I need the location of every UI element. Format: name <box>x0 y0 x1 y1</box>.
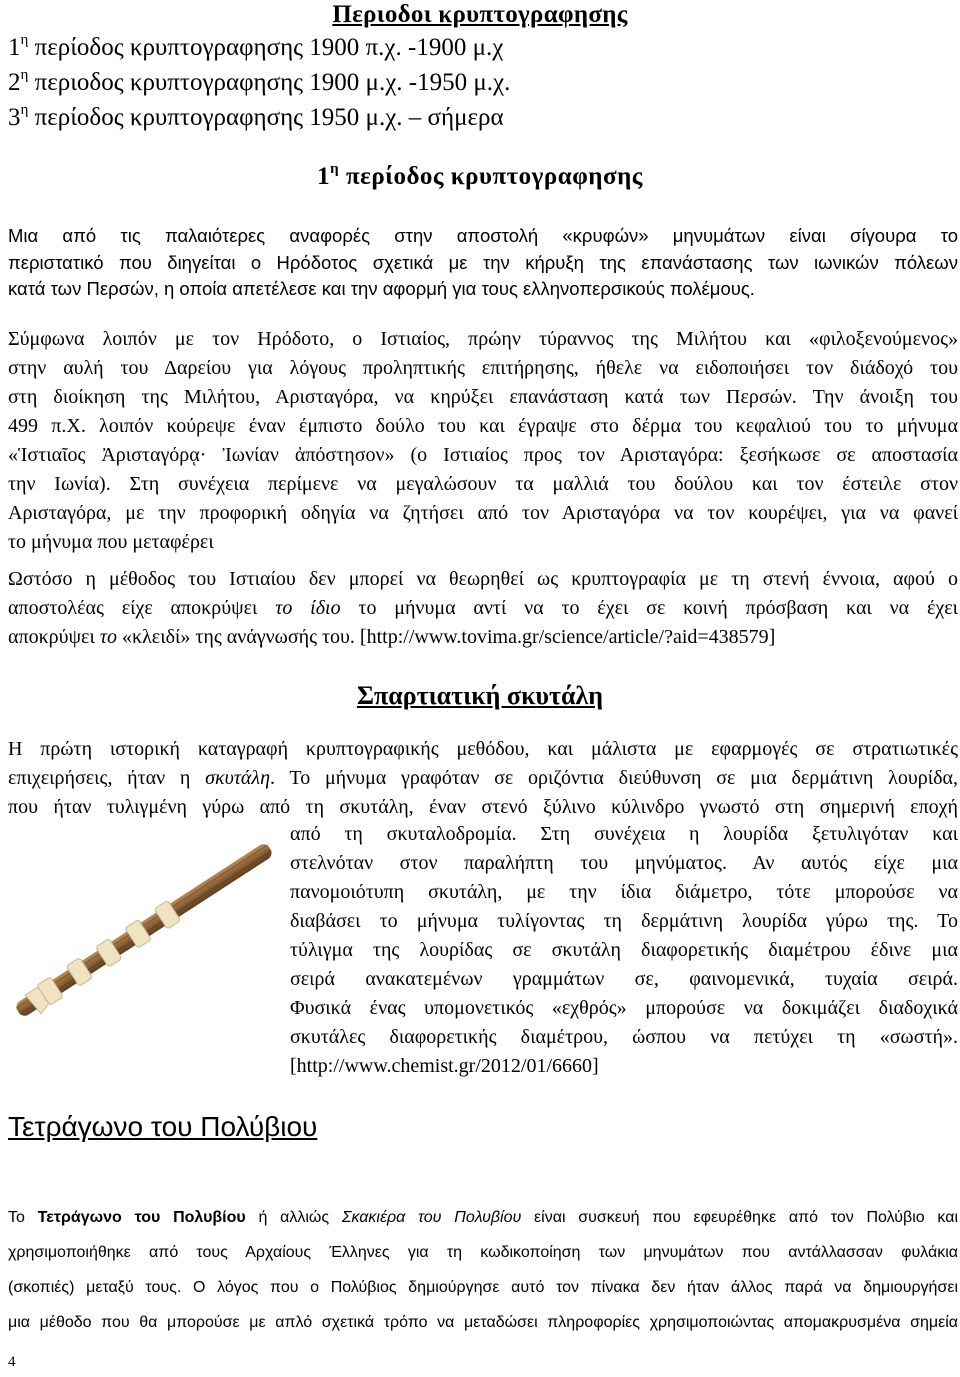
period-line-1 <box>8 33 503 63</box>
text-run: αποστολέας είχε αποκρύψει <box>8 597 276 619</box>
text-line <box>8 764 958 793</box>
text-line: διαβάσει το μήνυμα τυλίγοντας τη δερμάτινη λουρίδα γύρω της. Το <box>290 910 958 932</box>
text-line: στελνόταν στον παραλήπτη του μηνύματος. Αν αυτός είχε μια <box>290 852 958 874</box>
text-line: στην αυλή του Δαρείου για λόγους προληπτικής επιτήρησης, ήθελε να ειδοποιήσει τον διάδοχό του <box>8 357 958 379</box>
text-run: Το <box>8 1209 38 1226</box>
section-heading-polybius-square: Τετράγωνο του Πολύβιου <box>8 1111 318 1142</box>
text-line: κατά των Περσών, η οποία απετέλεσε και την αφορμή για τους ελληνοπερσικούς πολέμους. <box>8 278 755 299</box>
text-run: επιχειρήσεις, ήταν η <box>8 767 206 789</box>
period-text: περιοδος κρυπτογραφησης 1900 μ.χ. -1950 μ.χ. <box>28 69 511 96</box>
text-line: Σύμφωνα λοιπόν με τον Ηρόδοτο, ο Ιστιαίος, πρώην τύραννος της Μιλήτου και «φιλοξενούμενος» <box>8 328 958 350</box>
period-text: περίοδος κρυπτογραφησης 1900 π.χ. -1900 μ.χ <box>28 34 504 61</box>
text-line: τύλιγμα της λουρίδας σε σκυτάλη διαφορετικής διαμέτρου έδινε μια <box>290 939 958 961</box>
paragraph-histiaeus <box>8 325 958 557</box>
heading-text: περίοδος κρυπτογραφησης <box>339 163 643 190</box>
paragraph-scytale-details <box>290 820 958 1081</box>
italic-emphasis: σκυτάλη <box>205 767 271 789</box>
period-number: 2 <box>8 69 21 96</box>
section-heading-first-period <box>0 160 960 194</box>
period-text: περίοδος κρυπτογραφησης 1950 μ.χ. – σήμερα <box>28 104 504 131</box>
italic-term: Σκακιέρα του Πολυβίου <box>341 1209 522 1226</box>
text-run: . Το μήνυμα γραφόταν σε οριζόντια διεύθυνση σε μια δερμάτινη λουρίδα, <box>270 767 958 789</box>
ordinal-superscript: η <box>20 67 29 83</box>
paragraph-scytale-intro <box>8 735 958 822</box>
text-line: Αρισταγόρα, με την προφορική οδηγία να ζητήσει από τον Αρισταγόρα να τον κουρέψει, για να φανεί <box>8 502 958 524</box>
text-run: ή αλλιώς <box>245 1209 342 1226</box>
text-run: «κλειδί» της ανάγνωσής του. [http://www.tovima.gr/science/article/?aid=438579] <box>117 626 776 648</box>
text-line: περιστατικό που διηγείται ο Ηρόδοτος σχετικά με την κήρυξη της επανάστασης των ιωνικών πόλεων <box>8 251 958 273</box>
text-run: είναι συσκευή που εφευρέθηκε από τον Πολύβιο και <box>521 1209 959 1226</box>
text-line: πανομοιότυπη σκυτάλη, με την ίδια διάμετρο, τότε μπορούσε να <box>290 881 958 903</box>
text-line: από τη σκυταλοδρομία. Στη συνέχεια η λουρίδα ξετυλιγόταν και <box>290 823 958 845</box>
text-line <box>8 623 958 652</box>
heading-number: 1 <box>317 163 331 190</box>
period-number: 3 <box>8 104 21 131</box>
paragraph-polybius <box>8 1200 958 1340</box>
text-line <box>8 594 958 623</box>
section-heading-scytale: Σπαρτιατική σκυτάλη <box>356 681 604 710</box>
text-line: Η πρώτη ιστορική καταγραφή κρυπτογραφικής μεθόδου, και μάλιστα με εφαρμογές σε στρατιωτικές <box>8 738 958 760</box>
italic-emphasis: το ίδιο <box>275 597 341 619</box>
paragraph-herodotus-intro <box>8 223 958 303</box>
ordinal-superscript: η <box>20 32 29 48</box>
text-line: στη διοίκηση της Μιλήτου, Αρισταγόρα, να κηρύξει επανάσταση κατά των Περσών. Την άνοιξη του <box>8 386 958 408</box>
text-line: σειρά ανακατεμένων γραμμάτων σε, φαινομενικά, τυχαία σειρά. <box>290 968 958 990</box>
page-number: 4 <box>8 1354 16 1370</box>
italic-emphasis: το <box>99 626 118 648</box>
text-line: Φυσικά ένας υπομονετικός «εχθρός» μπορούσε να δοκιμάζει διαδοχικά <box>290 997 958 1019</box>
scytale-illustration <box>4 840 284 1020</box>
paragraph-method-note <box>8 565 958 652</box>
period-line-3 <box>8 103 504 133</box>
ordinal-superscript: η <box>20 102 29 118</box>
text-line: το μήνυμα που μεταφέρει <box>8 531 214 553</box>
text-line: σκυτάλες διαφορετικής διαμέτρου, ώσπου να πετύχει τη «σωστή». <box>290 1026 958 1048</box>
text-line: «Ἱστιαῖος Ἀρισταγόρᾳ· Ἰωνίαν ἀπόστησον» (ο Ιστιαίος προς τον Αρισταγόρα: ξεσήκωσε σε αποστασία <box>8 444 958 466</box>
text-line: (σκοπιές) μεταξύ τους. Ο λόγος που ο Πολύβιος δημιούργησε αυτό τον πίνακα δεν ήταν άλλος παρά να δημιουργήσει <box>8 1279 958 1296</box>
text-run: το μήνυμα αντί να το έχει σε κοινή πρόσβαση και να έχει <box>340 597 958 619</box>
bold-term: Τετράγωνο του Πολυβίου <box>37 1209 246 1226</box>
document-title: Περιοδοι κρυπτογραφησης <box>332 1 628 28</box>
period-line-2 <box>8 68 510 98</box>
text-run: αποκρύψει <box>8 626 100 648</box>
text-line: Μια από τις παλαιότερες αναφορές στην αποστολή «κρυφών» μηνυμάτων είναι σίγουρα το <box>8 225 958 246</box>
text-line: την Ιωνία). Στη συνέχεια περίμενε να μεγαλώσουν τα μαλλιά του δούλου και τον έστειλε στον <box>8 473 958 495</box>
ordinal-superscript: η <box>330 161 340 177</box>
text-line: που ήταν τυλιγμένη γύρω από τη σκυτάλη, έναν στενό ξύλινο κύλινδρο γνωστό στη σημερινή εποχή <box>8 796 958 818</box>
text-line <box>8 1200 958 1235</box>
period-number: 1 <box>8 34 21 61</box>
text-line: χρησιμοποιήθηκε από τους Αρχαίους Έλληνες για τη κωδικοποίηση των μηνυμάτων που αντάλλασσαν φυλάκια <box>8 1244 958 1261</box>
text-line: 499 π.Χ. λοιπόν κούρεψε έναν έμπιστο δούλο του και έγραψε στο δέρμα του κεφαλιού του το μήνυμα <box>8 415 958 437</box>
reference-link: [http://www.chemist.gr/2012/01/6660] <box>290 1055 599 1077</box>
text-line: μια μέθοδο που θα μπορούσε με απλό σχετικά τρόπο να μεταδώσει πληροφορίες χρησιμοποιώντας απομακρυσμένα σημεία <box>8 1314 958 1331</box>
text-line: Ωστόσο η μέθοδος του Ιστιαίου δεν μπορεί να θεωρηθεί ως κρυπτογραφία με τη στενή έννοια, αφού ο <box>8 568 958 590</box>
